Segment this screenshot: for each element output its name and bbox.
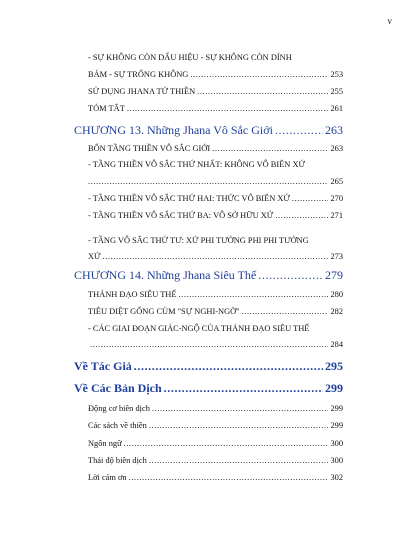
toc-entry-line: - SỰ KHÔNG CÒN DẤU HIỆU - SỰ KHÔNG CÒN DÍNH	[88, 53, 292, 62]
toc-chapter-label: CHƯƠNG 14. Những Jhana Siêu Thế	[74, 268, 257, 282]
toc-entry-page: 284	[330, 340, 343, 349]
toc-entry-page: 282	[330, 307, 343, 316]
toc-entry-label: - TẦNG THIỀN VÔ SẮC THỨ BA: VÔ SỞ HỮU XỨ	[88, 211, 274, 220]
toc-entry[interactable]	[88, 194, 343, 203]
toc-entry[interactable]	[88, 252, 343, 261]
dot-leader	[258, 268, 323, 283]
dot-leader	[275, 211, 328, 220]
toc-entry-line: - TẦNG THIỀN VÔ SẮC THỨ NHẤT: KHÔNG VÔ BIÊN XỨ	[88, 160, 305, 169]
dot-leader	[152, 404, 329, 413]
toc-entry-page: 270	[330, 194, 343, 203]
toc-entry-page: 280	[330, 290, 343, 299]
toc-entry-label: BÁM - SỰ TRỐNG KHÔNG	[88, 70, 189, 79]
toc-part-page: 295	[325, 359, 343, 373]
toc-entry[interactable]	[88, 70, 343, 79]
toc-entry[interactable]	[88, 421, 343, 430]
toc-entry[interactable]	[88, 473, 343, 482]
toc-entry[interactable]	[88, 104, 343, 113]
dot-leader	[164, 381, 323, 396]
dot-leader	[212, 144, 328, 153]
toc-part[interactable]	[74, 381, 343, 396]
toc-entry-label: TÓM TẮT	[88, 104, 125, 113]
toc-entry-label: THÁNH ĐẠO SIÊU THẾ	[88, 290, 177, 299]
toc-entry-label: XỨ	[88, 252, 101, 261]
page-number: v	[387, 16, 392, 26]
toc-entry-page: 299	[330, 421, 343, 430]
toc-entry-page: 302	[330, 473, 343, 482]
toc-entry[interactable]	[88, 439, 343, 448]
toc-entry-label: Ngôn ngữ	[88, 439, 122, 448]
toc-entry-page: 265	[330, 177, 343, 186]
toc-entry-page: 271	[330, 211, 343, 220]
dot-leader	[134, 359, 323, 374]
dot-leader	[292, 194, 329, 203]
toc-entry-line: - TẦNG VÔ SẮC THỨ TƯ: XỨ PHI TƯỞNG PHI PHI TƯỞNG	[88, 236, 309, 245]
toc-chapter-label: CHƯƠNG 13. Những Jhana Vô Sắc Giới	[74, 123, 273, 137]
toc-entry-page: 299	[330, 404, 343, 413]
toc-entry-page: 253	[330, 70, 343, 79]
dot-leader	[178, 290, 328, 299]
toc-entry-label: BỐN TẦNG THIỀN VÔ SẮC GIỚI	[88, 144, 211, 153]
toc-part-label: Về Tác Giả	[74, 359, 132, 373]
dot-leader	[129, 473, 329, 482]
toc-entry[interactable]	[88, 177, 343, 186]
dot-leader	[127, 104, 329, 113]
toc-chapter[interactable]	[74, 123, 343, 138]
dot-leader	[149, 456, 329, 465]
toc-entry-label: Thái độ biên dịch	[88, 456, 147, 465]
dot-leader	[88, 177, 328, 186]
toc-chapter-page: 263	[325, 123, 343, 137]
toc-chapter-page: 279	[325, 268, 343, 282]
toc-entry-page: 273	[330, 252, 343, 261]
toc-entry[interactable]	[88, 340, 343, 349]
toc-entry[interactable]	[88, 307, 343, 316]
toc-entry-page: 255	[330, 87, 343, 96]
dot-leader	[242, 307, 329, 316]
toc-part-label: Về Các Bản Dịch	[74, 381, 162, 395]
toc-entry-page: 263	[330, 144, 343, 153]
toc-entry[interactable]	[88, 290, 343, 299]
dot-leader	[103, 252, 329, 261]
toc-entry-page: 300	[330, 456, 343, 465]
toc-entry-page: 300	[330, 439, 343, 448]
dot-leader	[197, 87, 328, 96]
toc-chapter[interactable]	[74, 268, 343, 283]
toc-entry-line: - CÁC GIAI ĐOẠN GIÁC-NGỘ CỦA THÁNH ĐẠO SIÊU THẾ	[88, 324, 310, 333]
toc-part[interactable]	[74, 359, 343, 374]
toc-entry[interactable]	[88, 211, 343, 220]
dot-leader	[124, 439, 329, 448]
toc-entry[interactable]	[88, 87, 343, 96]
toc-entry[interactable]	[88, 144, 343, 153]
toc-entry-label: Động cơ biên dịch	[88, 404, 150, 413]
toc-entry-label: - TẦNG THIỀN VÔ SẮC THỨ HAI: THỨC VÔ BIÊN XỨ	[88, 194, 290, 203]
toc-entry[interactable]	[88, 456, 343, 465]
dot-leader	[190, 70, 328, 79]
toc-entry-page: 261	[330, 104, 343, 113]
toc-entry[interactable]	[88, 404, 343, 413]
toc-entry-label: TIÊU DIỆT GỐNG CÙM "SỰ NGHI-NGỜ"	[88, 307, 240, 316]
dot-leader	[275, 123, 323, 138]
dot-leader	[149, 421, 329, 430]
toc-part-page: 299	[325, 381, 343, 395]
toc-entry-label: SỬ DỤNG JHANA TỨ THIỀN	[88, 87, 196, 96]
dot-leader	[90, 340, 328, 349]
toc-entry-label: Lời cảm ơn	[88, 473, 127, 482]
toc-entry-label: Các sách về thiền	[88, 421, 147, 430]
